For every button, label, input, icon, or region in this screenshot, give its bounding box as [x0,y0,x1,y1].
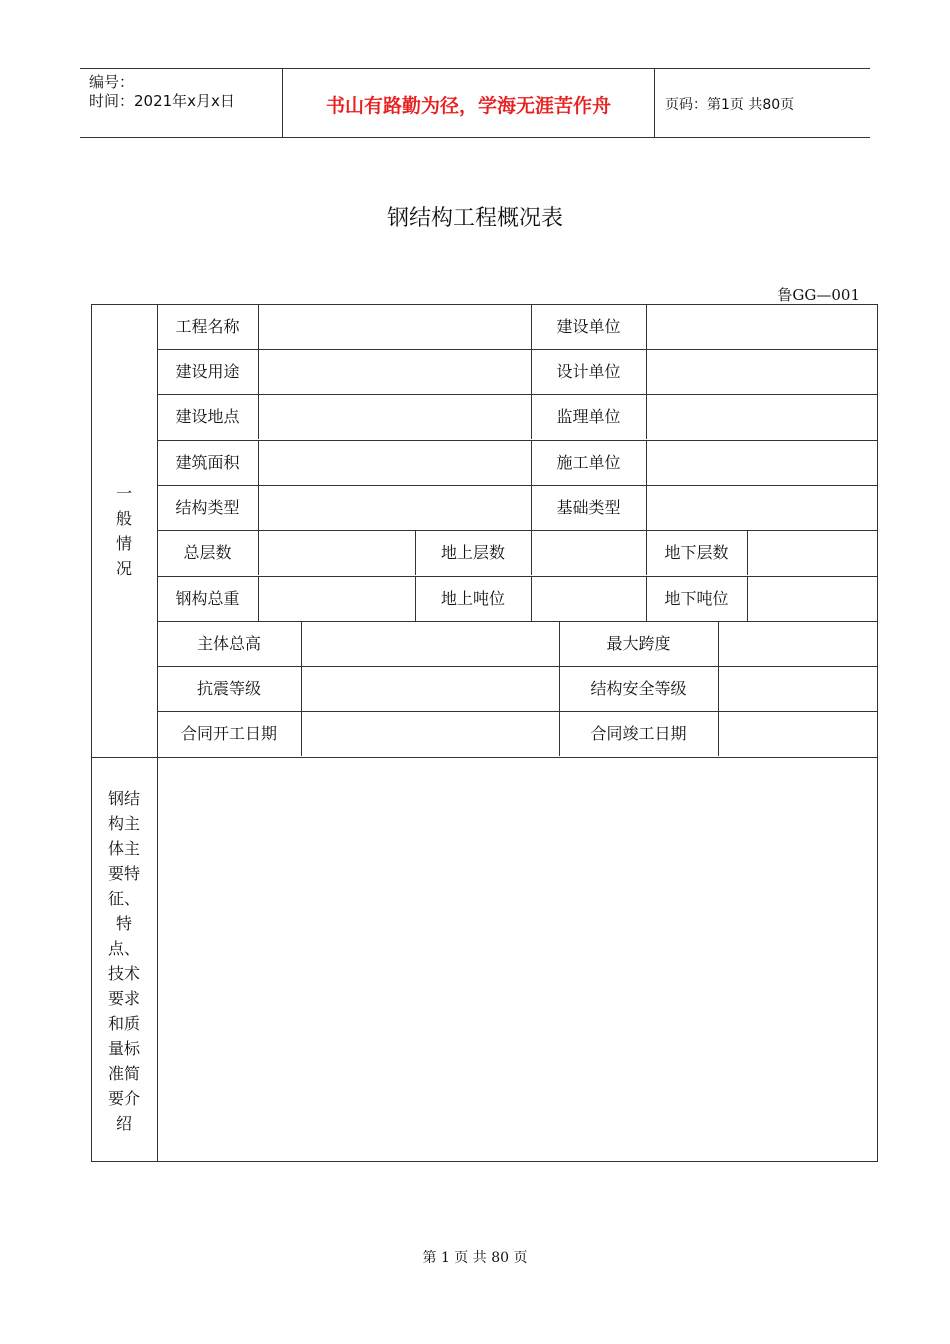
cell-line [301,621,302,666]
field-label: 地下层数 [664,543,729,562]
field-label: 结构安全等级 [590,679,687,698]
section-label-line: 要特 [107,864,140,883]
field-label: 施工单位 [556,453,621,472]
section-label-line: 情 [115,534,132,553]
field-label: 地下吨位 [664,589,729,608]
field-label: 抗震等级 [196,679,261,698]
field-label: 设计单位 [556,362,621,381]
cell-line [301,711,302,756]
document-title: 钢结构工程概况表 [386,206,563,231]
cell-line [646,394,647,439]
section-label-line: 技术 [107,964,140,983]
cell-line [646,304,647,349]
field-label: 建筑面积 [175,453,240,472]
page-header [80,68,870,138]
section-features-label [91,786,157,1136]
field-label: 基础类型 [556,498,621,517]
cell-line [747,530,748,575]
section-label-line: 要求 [107,989,140,1008]
field-label: 合同竣工日期 [590,724,687,743]
cell-line [747,576,748,621]
cell-line [718,621,719,666]
cell-line [646,485,647,530]
cell-line [646,349,647,394]
row-line [157,485,878,486]
section-label-line: 准简 [107,1064,140,1083]
cell-line [531,576,532,621]
field-label: 建设地点 [175,407,240,426]
header-motto-cell [283,69,655,137]
cell-line [258,349,259,394]
form-code: 鲁GG—001 [777,286,860,304]
field-label: 总层数 [183,543,232,562]
cell-line [301,666,302,711]
section-label-line: 特 [115,914,132,933]
page-footer: 第 1 页 共 80 页 [422,1250,528,1266]
header-meta-cell [80,69,283,137]
section-label-line: 况 [115,559,132,578]
time-label: 时间：2021年x月x日 [89,92,235,110]
section-label-line: 征、 [107,889,140,908]
motto-text: 书山有路勤为径，学海无涯苦作舟 [325,95,611,117]
cell-line [258,304,259,349]
field-label: 结构类型 [175,498,240,517]
table-border-right [877,304,878,1161]
section-label-line: 量标 [107,1039,140,1058]
field-label: 主体总高 [196,634,261,653]
page-info: 页码：第1页 共80页 [665,97,795,113]
field-label: 最大跨度 [606,634,671,653]
section-general-label [91,481,157,581]
section-label-line: 体主 [107,839,140,858]
section-label-line: 要介 [107,1089,140,1108]
field-label: 地上层数 [440,543,505,562]
row-line [157,440,878,441]
cell-line [646,440,647,485]
cell-line [531,530,532,575]
cell-line [258,394,259,439]
cell-line [258,576,259,621]
section-label-line: 和质 [107,1014,140,1033]
section-label-line: 般 [115,509,132,528]
cell-line [718,666,719,711]
section-label-line: 点、 [107,939,140,958]
cell-line [258,440,259,485]
field-label: 监理单位 [556,407,621,426]
cell-line [258,485,259,530]
section-label-line: 钢结 [107,789,140,808]
section-label-line: 构主 [107,814,140,833]
section-label-line: 一 [115,484,132,503]
cell-line [258,530,259,575]
field-label: 建设单位 [556,317,621,336]
section-label-line: 绍 [115,1114,132,1133]
header-page-cell [655,69,870,137]
number-label: 编号： [89,73,135,91]
row-line [157,394,878,395]
cell-line [718,711,719,756]
section-separator [91,757,878,758]
field-label: 工程名称 [175,317,240,336]
field-label: 建设用途 [175,362,240,381]
table-border-bottom [91,1161,878,1162]
field-label: 合同开工日期 [180,724,277,743]
field-label: 钢构总重 [175,589,240,608]
row-line [157,349,878,350]
field-label: 地上吨位 [440,589,505,608]
